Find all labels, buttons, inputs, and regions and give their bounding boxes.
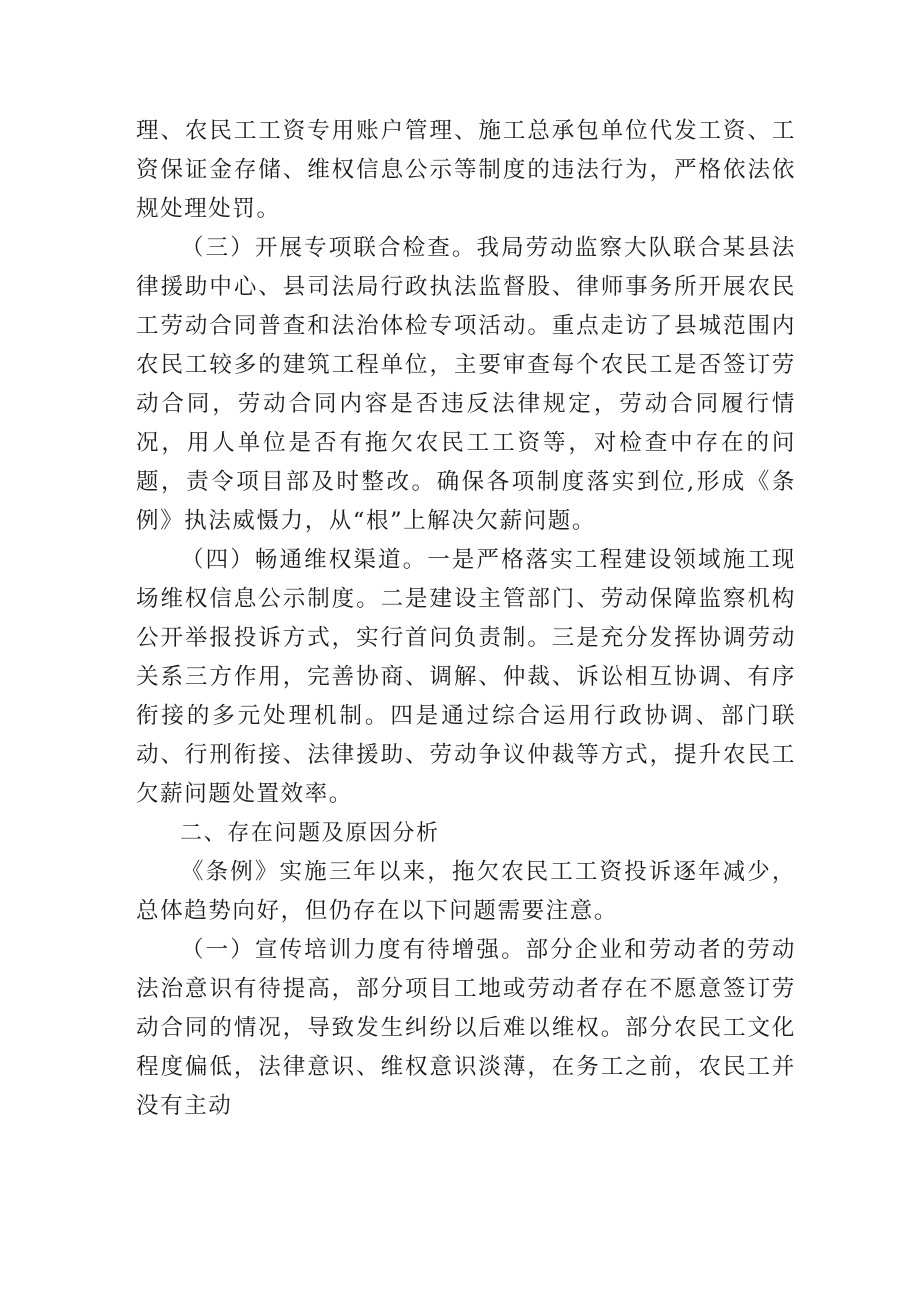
- document-page: [136, 112, 796, 1126]
- paragraph-publicity-training: （一）宣传培训力度有待增强。部分企业和劳动者的劳动法治意识有待提高，部分项目工地或劳动者存在不愿意签订劳动合同的情况，导致发生纠纷以后难以维权。部分农民工文化程度偏低，法律意识、维权意识淡薄，在务工之前，农民工并没有主动: [136, 937, 796, 1119]
- section-heading: 二、存在问题及原因分析: [180, 821, 440, 846]
- paragraph-continuation: 理、农民工工资专用账户管理、施工总承包单位代发工资、工资保证金存储、维权信息公示等制度的违法行为，严格依法依规处理处罚。: [136, 118, 796, 222]
- paragraph-joint-inspection: （三）开展专项联合检查。我局劳动监察大队联合某县法律援助中心、县司法局行政执法监督股、律师事务所开展农民工劳动合同普查和法治体检专项活动。重点走访了县城范围内农民工较多的建筑工程单位，主要审查每个农民工是否签订劳动合同，劳动合同内容是否违反法律规定，劳动合同履行情况，用人单位是否有拖欠农民工工资等，对检查中存在的问题，责令项目部及时整改。确保各项制度落实到位,形成《条例》执法威慑力，从“根”上解决欠薪问题。: [136, 235, 796, 534]
- paragraph-overview: 《条例》实施三年以来，拖欠农民工工资投诉逐年减少，总体趋势向好，但仍存在以下问题需要注意。: [136, 859, 796, 924]
- paragraph-rights-channels: （四）畅通维权渠道。一是严格落实工程建设领域施工现场维权信息公示制度。二是建设主管部门、劳动保障监察机构公开举报投诉方式，实行首问负责制。三是充分发挥协调劳动关系三方作用，完善协商、调解、仲裁、诉讼相互协调、有序衔接的多元处理机制。四是通过综合运用行政协调、部门联动、行刑衔接、法律援助、劳动争议仲裁等方式，提升农民工欠薪问题处置效率。: [136, 547, 796, 807]
